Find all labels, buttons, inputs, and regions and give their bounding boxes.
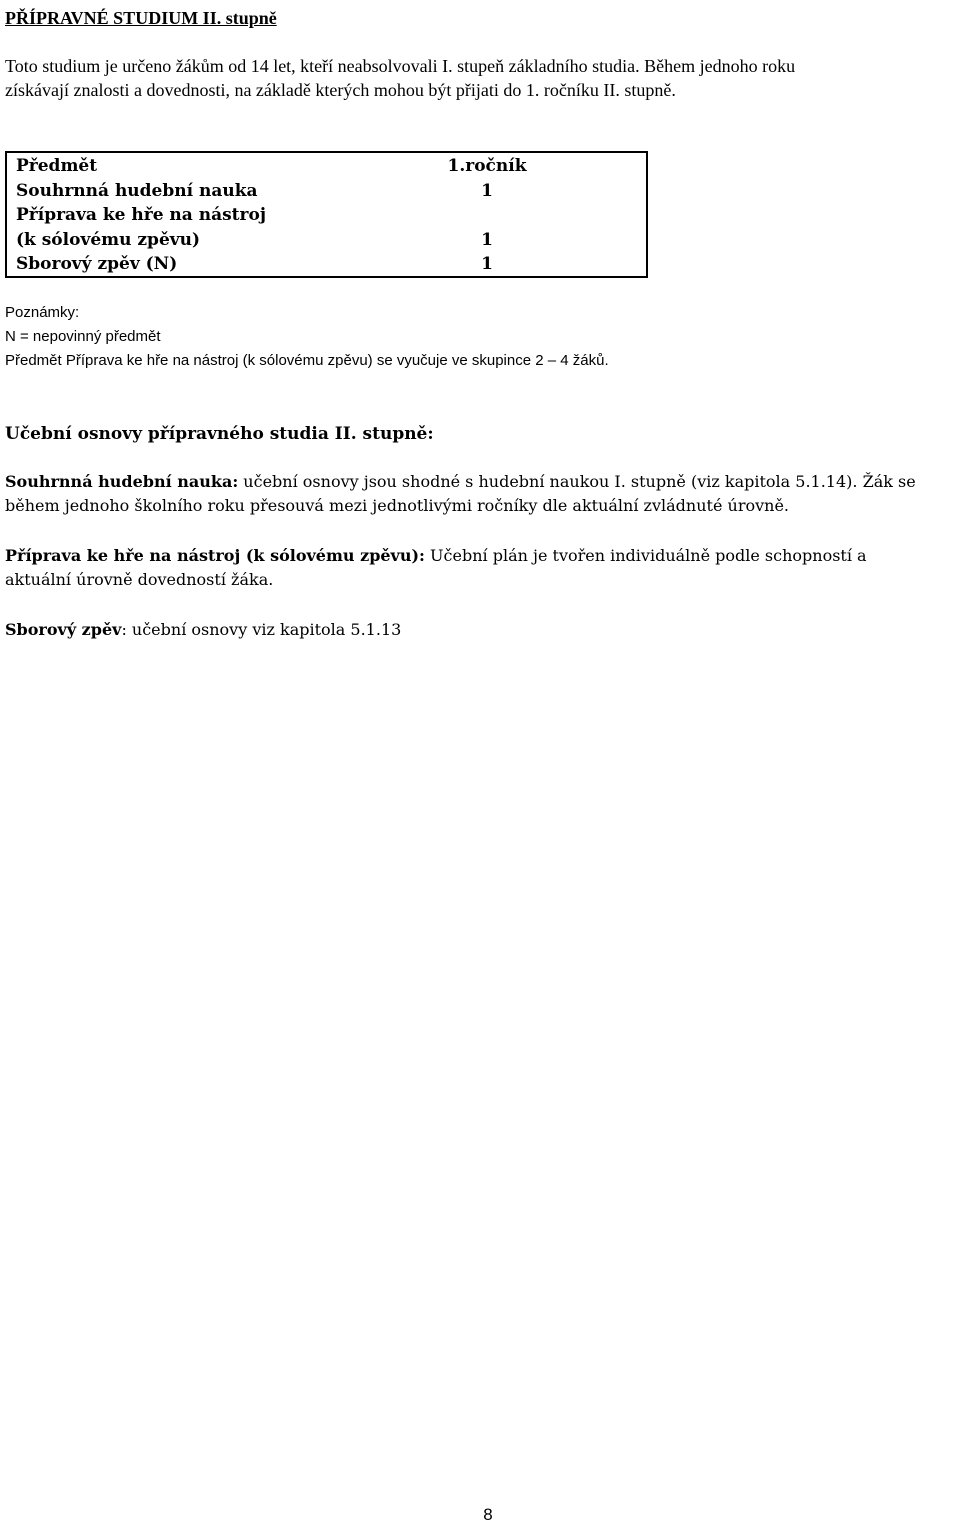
year-cell: 1: [481, 180, 493, 201]
notes-line-2: Předmět Příprava ke hře na nástroj (k sólovému zpěvu) se vyučuje ve skupince 2 – 4 žáků.: [5, 352, 609, 369]
paragraph-text: : učební osnovy viz kapitola 5.1.13: [121, 620, 402, 639]
year-cell: [407, 203, 567, 228]
notes: [5, 301, 609, 373]
paragraph-line: [5, 470, 960, 494]
page-number: 8: [483, 1505, 493, 1524]
notes-line-1: N = nepovinný předmět: [5, 328, 161, 345]
paragraph-bold-lead: Sborový zpěv: [5, 620, 122, 639]
intro-paragraph: [5, 54, 955, 102]
paragraph-line: [5, 618, 960, 642]
year-cell: 1: [481, 254, 493, 275]
paragraph-theory: [5, 470, 960, 518]
study-plan-table: [5, 151, 648, 278]
paragraph-text: Učební plán je tvořen individuálně podle schopností a: [424, 546, 867, 565]
intro-line-1: Toto studium je určeno žákům od 14 let, kteří neabsolvovali I. stupeň základního studia. Během jednoho roku: [5, 56, 796, 76]
year-column: [407, 154, 567, 277]
year-header: 1.ročník: [447, 156, 527, 176]
paragraph-choir: [5, 618, 960, 642]
subject-header: Předmět: [16, 156, 98, 176]
paragraph-line: během jednoho školního roku přesouvá mezi jednotlivými ročníky dle aktuální zvládnuté úrovně.: [5, 496, 789, 515]
subject-cell: (k sólovému zpěvu): [16, 229, 201, 250]
intro-line-2: získávají znalosti a dovednosti, na základě kterých mohou být přijati do 1. ročníku II. stupně.: [5, 80, 676, 100]
section-heading: Učební osnovy přípravného studia II. stupně:: [5, 424, 434, 444]
subject-cell: Příprava ke hře na nástroj: [16, 205, 266, 226]
paragraph-bold-lead: Příprava ke hře na nástroj (k sólovému zpěvu):: [5, 546, 425, 565]
notes-label: Poznámky:: [5, 304, 80, 321]
subject-cell: Sborový zpěv (N): [16, 254, 178, 275]
year-cell: 1: [481, 229, 493, 250]
subject-cell: Souhrnná hudební nauka: [16, 180, 258, 201]
paragraph-line: aktuální úrovně dovedností žáka.: [5, 570, 274, 589]
paragraph-instrument-prep: [5, 544, 960, 592]
paragraph-line: [5, 544, 960, 568]
paragraph-bold-lead: Souhrnná hudební nauka:: [5, 472, 239, 491]
subject-column: [16, 154, 316, 277]
page-title: PŘÍPRAVNÉ STUDIUM II. stupně: [5, 8, 277, 28]
paragraph-text: učební osnovy jsou shodné s hudební naukou I. stupně (viz kapitola 5.1.14). Žák se: [238, 472, 916, 491]
